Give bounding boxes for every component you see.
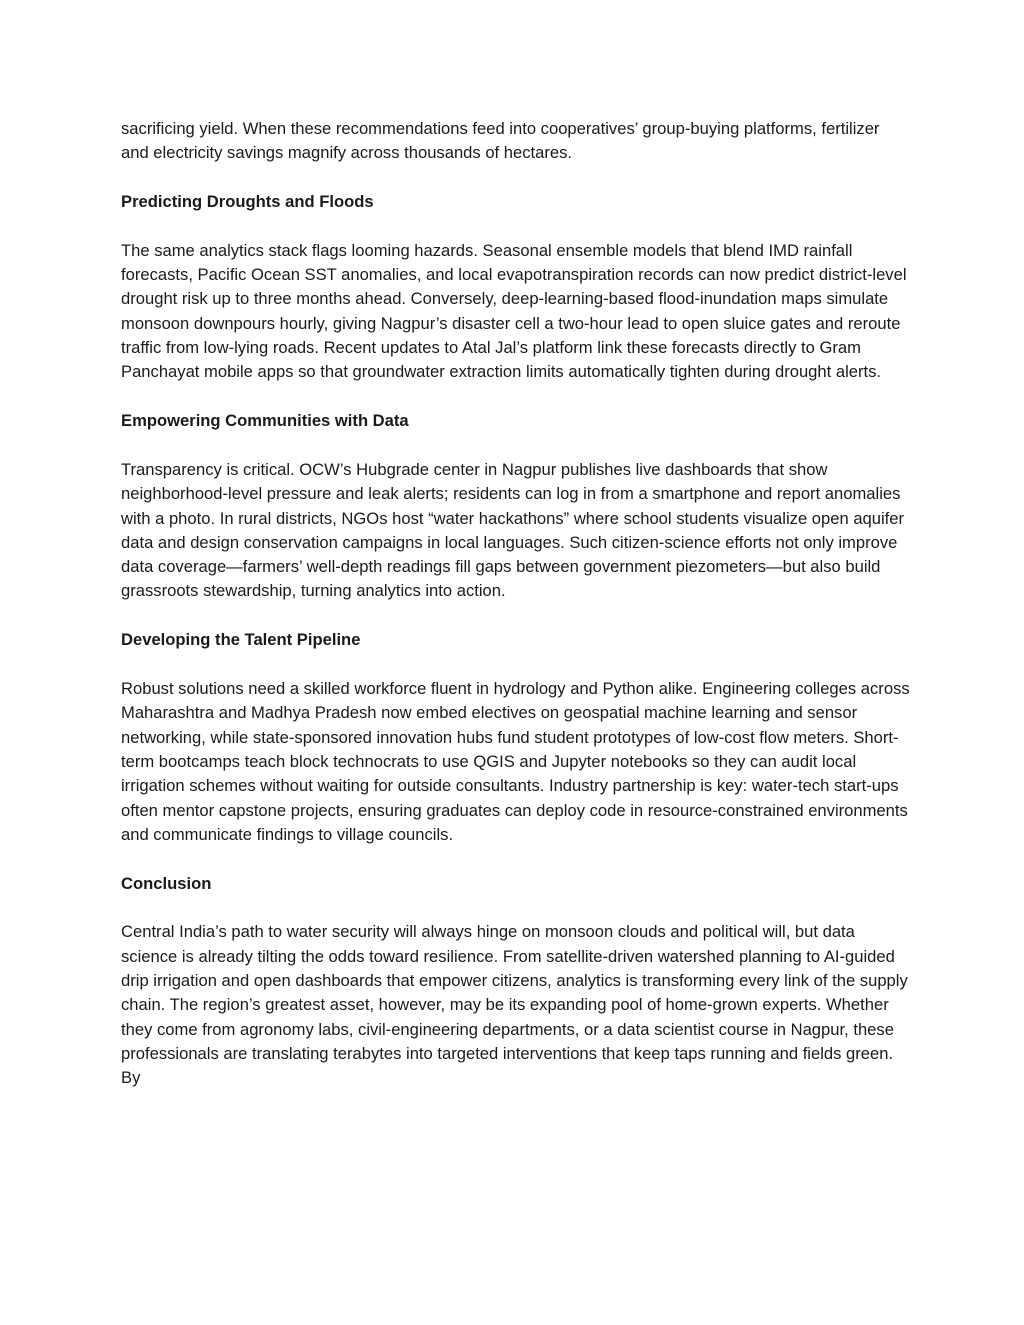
- section-heading-communities: Empowering Communities with Data: [121, 411, 409, 431]
- section-body-droughts: The same analytics stack flags looming hazards. Seasonal ensemble models that blend IMD rainfall forecasts, Pacific Ocean SST anomalies, and local evapotranspiration records can now predict district-level drought risk up to three months ahead. Conversely, deep-learning-based flood-inundation maps simulate monsoon downpours hourly, giving Nagpur’s disaster cell a two-hour lead to open sluice gates and reroute traffic from low-lying roads. Recent updates to Atal Jal’s platform link these forecasts directly to Gram Panchayat mobile apps so that groundwater extraction limits automatically tighten during drought alerts.: [121, 240, 907, 382]
- section-body-communities: Transparency is critical. OCW’s Hubgrade center in Nagpur publishes live dashboards that show neighborhood-level pressure and leak alerts; residents can log in from a smartphone and report anomalies with a photo. In rural districts, NGOs host “water hackathons” where school students visualize open aquifer data and design conservation campaigns in local languages. Such citizen-science efforts not only improve data coverage—farmers’ well-depth readings fill gaps between government piezometers—but also build grassroots stewardship, turning analytics into action.: [121, 459, 905, 601]
- section-body-conclusion: Central India’s path to water security will always hinge on monsoon clouds and political will, but data science is already tilting the odds toward resilience. From satellite-driven watershed planning to AI-guided drip irrigation and open dashboards that empower citizens, analytics is transforming every link of the supply chain. The region’s greatest asset, however, may be its expanding pool of home-grown experts. Whether they come from agronomy labs, civil-engineering departments, or a data scientist course in Nagpur, these professionals are translating terabytes into targeted interventions that keep taps running and fields green. By: [121, 922, 908, 1088]
- section-heading-conclusion: Conclusion: [121, 873, 212, 893]
- document-page: [121, 117, 911, 1115]
- section-heading-talent: Developing the Talent Pipeline: [121, 630, 361, 650]
- section-heading-droughts: Predicting Droughts and Floods: [121, 192, 374, 212]
- intro-paragraph: sacrificing yield. When these recommendations feed into cooperatives’ group-buying platforms, fertilizer and electricity savings magnify across thousands of hectares.: [121, 119, 880, 163]
- section-body-talent: Robust solutions need a skilled workforce fluent in hydrology and Python alike. Engineering colleges across Maharashtra and Madhya Pradesh now embed electives on geospatial machine learning and sensor networking, while state-sponsored innovation hubs fund student prototypes of low-cost flow meters. Short-term bootcamps teach block technocrats to use QGIS and Jupyter notebooks so they can audit local irrigation schemes without waiting for outside consultants. Industry partnership is key: water-tech start-ups often mentor capstone projects, ensuring graduates can deploy code in resource-constrained environments and communicate findings to village councils.: [121, 679, 910, 844]
